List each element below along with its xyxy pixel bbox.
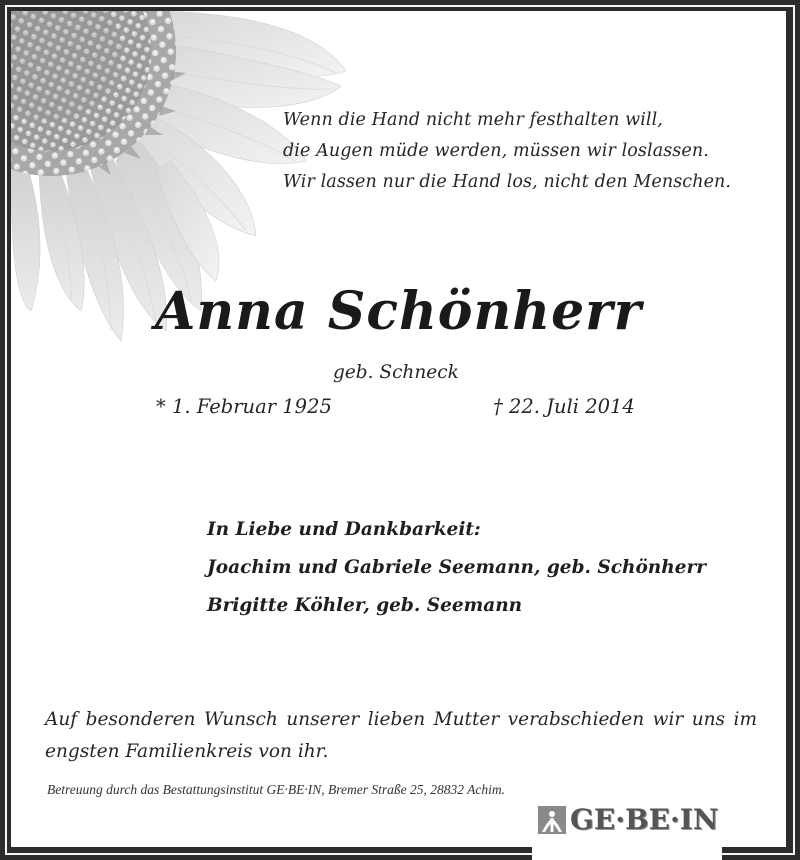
poem-line: Wenn die Hand nicht mehr festhalten will, [283, 110, 663, 130]
gebein-logo [532, 800, 724, 840]
birth-date: * 1. Februar 1925 [156, 395, 332, 418]
gebein-figure-icon [538, 806, 566, 834]
mourners-heading: In Liebe und Dankbarkeit: [207, 519, 481, 540]
undertaker-info: Betreuung durch das Bestattungsinstitut GE·BE·IN, Bremer Straße 25, 28832 Achim. [47, 782, 505, 797]
deceased-name: Anna Schönherr [155, 281, 642, 342]
poem-line: die Augen müde werden, müssen wir loslassen. [283, 141, 709, 161]
poem-line: Wir lassen nur die Hand los, nicht den Menschen. [283, 172, 732, 192]
poem [283, 105, 731, 198]
mourner-name: Joachim und Gabriele Seemann, geb. Schönherr [207, 557, 706, 578]
logo-text: GE·BE·IN [570, 803, 719, 836]
obituary-page [11, 11, 786, 847]
mourner-name: Brigitte Köhler, geb. Seemann [207, 595, 523, 616]
mourners-block [207, 511, 706, 625]
maiden-name: geb. Schneck [333, 362, 459, 383]
death-date: † 22. Juli 2014 [493, 395, 635, 418]
farewell-note: Auf besonderen Wunsch unserer lieben Mutter verabschieden wir uns im engsten Familienkreis von ihr. [45, 709, 757, 762]
